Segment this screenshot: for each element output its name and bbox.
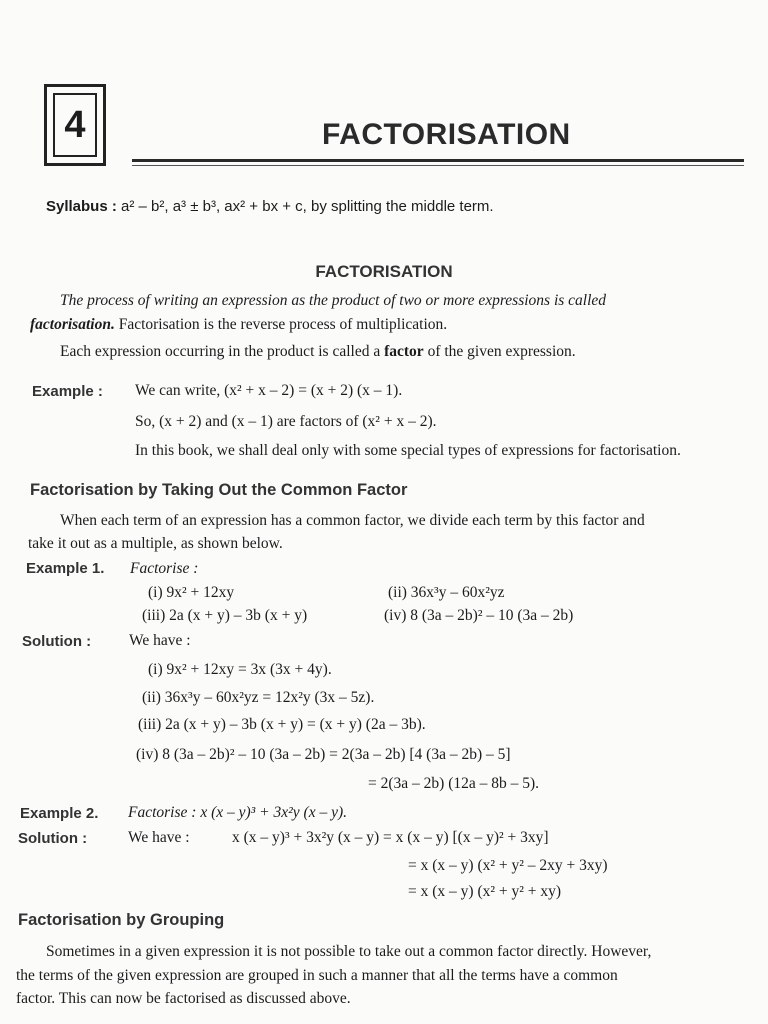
para-definition-line2: [30, 316, 447, 334]
example-line1: We can write, (x² + x – 2) = (x + 2) (x – 1).: [135, 382, 403, 399]
example2-label: Example 2.: [20, 805, 99, 822]
para-factor: [60, 343, 576, 361]
example-line3: In this book, we shall deal only with some special types of expressions for factorisation.: [135, 442, 681, 459]
example1-label: Example 1.: [26, 560, 105, 577]
example2-we-have: We have :: [128, 829, 190, 846]
chapter-number: 4: [53, 93, 97, 157]
example-label: Example :: [32, 383, 103, 400]
example2-line3: = x (x – y) (x² + y² + xy): [408, 883, 562, 900]
example2-solution-label: Solution :: [18, 830, 88, 847]
example1-item-iv: (iv) 8 (3a – 2b)² – 10 (3a – 2b): [384, 607, 574, 624]
example1-solution-iv: (iv) 8 (3a – 2b)² – 10 (3a – 2b) = 2(3a – 2b) [4 (3a – 2b) – 5]: [136, 746, 511, 763]
example2-line2: = x (x – y) (x² + y² – 2xy + 3xy): [408, 857, 608, 874]
example1-solution-label: Solution :: [22, 633, 92, 650]
example1-item-i: (i) 9x² + 12xy: [148, 584, 235, 601]
example1-prompt: Factorise :: [130, 560, 199, 577]
section-title-grouping: Factorisation by Grouping: [18, 911, 225, 929]
common-para-line2: take it out as a multiple, as shown below.: [28, 535, 283, 552]
title-rule: [132, 159, 744, 162]
para-factor-post: of the given expression.: [423, 343, 576, 360]
title-rule-thin: [132, 165, 744, 166]
example2-prompt: Factorise : x (x – y)³ + 3x²y (x – y).: [128, 804, 347, 821]
chapter-number-box: [44, 84, 106, 166]
term-factorisation: factorisation.: [30, 316, 115, 333]
syllabus-text: a² – b², a³ ± b³, ax² + bx + c, by splitting the middle term.: [121, 198, 494, 215]
example-line2: So, (x + 2) and (x – 1) are factors of (x² + x – 2).: [135, 413, 437, 430]
example1-item-ii: (ii) 36x³y – 60x²yz: [388, 584, 505, 601]
section-title-common-factor: Factorisation by Taking Out the Common Factor: [30, 481, 408, 499]
example1-solution-iv-cont: = 2(3a – 2b) (12a – 8b – 5).: [368, 775, 540, 792]
grouping-para-line1: Sometimes in a given expression it is not possible to take out a common factor directly. However,: [46, 943, 652, 960]
section-title-factorisation: FACTORISATION: [315, 262, 453, 281]
example1-solution-i: (i) 9x² + 12xy = 3x (3x + 4y).: [148, 661, 332, 678]
grouping-para-line3: factor. This can now be factorised as discussed above.: [16, 990, 351, 1007]
para-definition-rest: Factorisation is the reverse process of multiplication.: [114, 316, 448, 333]
para-factor-pre: Each expression occurring in the product is called a: [60, 343, 385, 360]
chapter-title: FACTORISATION: [322, 118, 571, 151]
example1-item-iii: (iii) 2a (x + y) – 3b (x + y): [142, 607, 308, 624]
para-definition-line1: The process of writing an expression as the product of two or more expressions is called: [60, 292, 607, 309]
term-factor: factor: [384, 343, 424, 360]
syllabus: [46, 198, 494, 215]
example2-line1: x (x – y)³ + 3x²y (x – y) = x (x – y) [(x – y)² + 3xy]: [232, 829, 549, 846]
example1-solution-ii: (ii) 36x³y – 60x²yz = 12x²y (3x – 5z).: [142, 689, 375, 706]
example1-we-have: We have :: [129, 632, 191, 649]
common-para-line1: When each term of an expression has a common factor, we divide each term by this factor and: [60, 512, 645, 529]
example1-solution-iii: (iii) 2a (x + y) – 3b (x + y) = (x + y) (2a – 3b).: [138, 716, 426, 733]
grouping-para-line2: the terms of the given expression are grouped in such a manner that all the terms have a common: [16, 967, 618, 984]
syllabus-label: Syllabus :: [46, 198, 117, 215]
